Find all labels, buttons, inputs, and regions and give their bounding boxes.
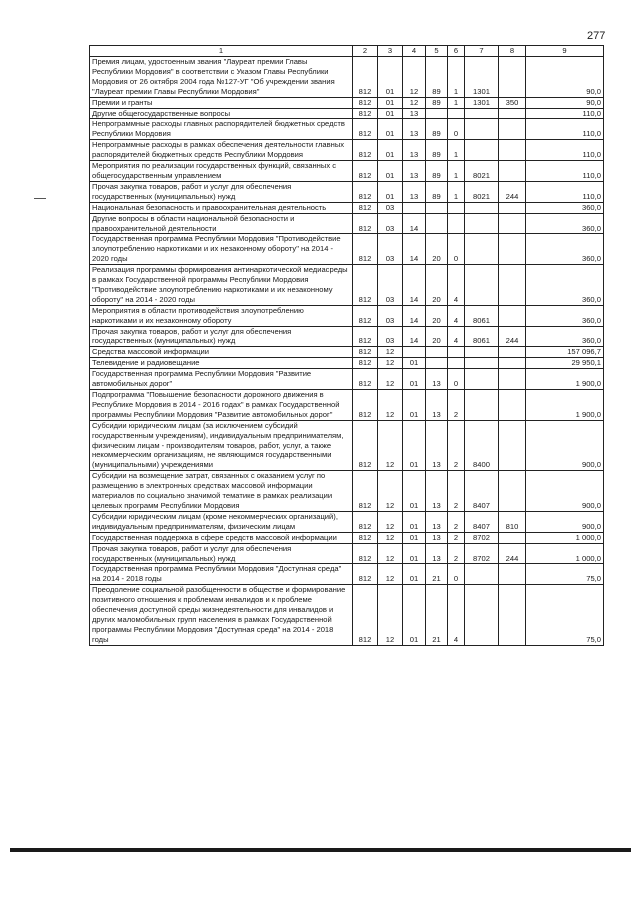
subsection-code-cell — [403, 202, 426, 213]
target-article-cell: 8702 — [465, 532, 499, 543]
section-code-cell: 12 — [378, 564, 403, 585]
subprogram-code-cell — [448, 202, 465, 213]
subsection-code-cell: 14 — [403, 265, 426, 306]
program-code-cell: 13 — [426, 543, 448, 564]
subprogram-code-cell: 0 — [448, 369, 465, 390]
row-name-cell: Мероприятия по реализации государственных функций, связанных с общегосударственным управлением — [90, 161, 353, 182]
subsection-code-cell: 01 — [403, 420, 426, 471]
amount-cell: 360,0 — [526, 265, 604, 306]
row-name-cell: Государственная поддержка в сфере средств массовой информации — [90, 532, 353, 543]
subsection-code-cell: 13 — [403, 181, 426, 202]
header-cell: 4 — [403, 46, 426, 57]
subsection-code-cell: 01 — [403, 471, 426, 512]
table-row — [90, 420, 604, 471]
amount-cell: 1 900,0 — [526, 369, 604, 390]
target-article-cell: 8407 — [465, 471, 499, 512]
ministry-code-cell: 812 — [353, 543, 378, 564]
amount-cell: 157 096,7 — [526, 347, 604, 358]
budget-table — [89, 45, 604, 646]
amount-cell: 900,0 — [526, 511, 604, 532]
program-code-cell: 20 — [426, 326, 448, 347]
expense-type-cell: 244 — [499, 181, 526, 202]
expense-type-cell — [499, 161, 526, 182]
row-name-cell: Преодоление социальной разобщенности в обществе и формирование позитивного отношения к проблемам инвалидов и к проблеме обеспечения доступной среды жизнедеятельности для инвалидов и других маломобильных групп населения в рамках Государственной программы Республики Мордовия "Доступная среда" на 2014 - 2018 годы — [90, 585, 353, 645]
subprogram-code-cell: 1 — [448, 181, 465, 202]
subsection-code-cell: 14 — [403, 234, 426, 265]
table-body — [90, 57, 604, 646]
table-row — [90, 202, 604, 213]
expense-type-cell — [499, 305, 526, 326]
row-name-cell: Премии и гранты — [90, 97, 353, 108]
program-code-cell: 21 — [426, 564, 448, 585]
row-name-cell: Непрограммные расходы главных распорядителей бюджетных средств Республики Мордовия — [90, 119, 353, 140]
section-code-cell: 03 — [378, 213, 403, 234]
table-row — [90, 305, 604, 326]
expense-type-cell: 244 — [499, 326, 526, 347]
program-code-cell — [426, 358, 448, 369]
amount-cell: 110,0 — [526, 181, 604, 202]
subprogram-code-cell: 4 — [448, 305, 465, 326]
amount-cell: 900,0 — [526, 420, 604, 471]
subprogram-code-cell — [448, 213, 465, 234]
table-row — [90, 213, 604, 234]
program-code-cell: 13 — [426, 369, 448, 390]
program-code-cell: 89 — [426, 57, 448, 98]
target-article-cell: 8407 — [465, 511, 499, 532]
table-row — [90, 97, 604, 108]
table-row — [90, 390, 604, 421]
row-name-cell: Субсидии юридическим лицам (за исключением субсидий государственным учреждениям), индивидуальным предпринимателям, физическим лицам - производителям товаров, работ, услуг, а также некоммерческим организациям, не являющимся государственными (муниципальными) учреждениями — [90, 420, 353, 471]
row-name-cell: Реализация программы формирования антинаркотической медиасреды в рамках Государственной программы Республики Мордовия "Противодействие злоупотреблению наркотиками и их незаконному обороту" на 2014 - 2020 годы — [90, 265, 353, 306]
subprogram-code-cell — [448, 358, 465, 369]
subprogram-code-cell: 2 — [448, 420, 465, 471]
row-name-cell: Непрограммные расходы в рамках обеспечения деятельности главных распорядителей бюджетных средств Республики Мордовия — [90, 140, 353, 161]
target-article-cell — [465, 234, 499, 265]
section-code-cell: 01 — [378, 119, 403, 140]
amount-cell: 1 000,0 — [526, 532, 604, 543]
ministry-code-cell: 812 — [353, 471, 378, 512]
subsection-code-cell: 14 — [403, 305, 426, 326]
table-row — [90, 511, 604, 532]
amount-cell: 1 900,0 — [526, 390, 604, 421]
expense-type-cell — [499, 119, 526, 140]
target-article-cell: 8702 — [465, 543, 499, 564]
expense-type-cell — [499, 213, 526, 234]
section-code-cell: 12 — [378, 369, 403, 390]
header-cell: 9 — [526, 46, 604, 57]
expense-type-cell: 810 — [499, 511, 526, 532]
subsection-code-cell: 13 — [403, 140, 426, 161]
header-cell: 7 — [465, 46, 499, 57]
program-code-cell: 13 — [426, 471, 448, 512]
ministry-code-cell: 812 — [353, 420, 378, 471]
target-article-cell — [465, 347, 499, 358]
ministry-code-cell: 812 — [353, 57, 378, 98]
subsection-code-cell: 01 — [403, 369, 426, 390]
program-code-cell: 20 — [426, 265, 448, 306]
section-code-cell: 01 — [378, 97, 403, 108]
target-article-cell: 8061 — [465, 305, 499, 326]
target-article-cell: 1301 — [465, 97, 499, 108]
program-code-cell — [426, 347, 448, 358]
expense-type-cell — [499, 420, 526, 471]
section-code-cell: 01 — [378, 108, 403, 119]
row-name-cell: Национальная безопасность и правоохранительная деятельность — [90, 202, 353, 213]
row-name-cell: Прочая закупка товаров, работ и услуг для обеспечения государственных (муниципальных) нужд — [90, 181, 353, 202]
subprogram-code-cell: 1 — [448, 161, 465, 182]
amount-cell: 110,0 — [526, 140, 604, 161]
table-row — [90, 564, 604, 585]
program-code-cell: 89 — [426, 161, 448, 182]
expense-type-cell: 350 — [499, 97, 526, 108]
expense-type-cell — [499, 108, 526, 119]
program-code-cell: 20 — [426, 305, 448, 326]
target-article-cell: 8021 — [465, 181, 499, 202]
subsection-code-cell: 13 — [403, 108, 426, 119]
amount-cell: 110,0 — [526, 161, 604, 182]
row-name-cell: Государственная программа Республики Мордовия "Противодействие злоупотреблению наркотиками и их незаконному обороту" на 2014 - 2020 годы — [90, 234, 353, 265]
amount-cell: 29 950,1 — [526, 358, 604, 369]
section-code-cell: 12 — [378, 347, 403, 358]
amount-cell: 360,0 — [526, 213, 604, 234]
section-code-cell: 12 — [378, 358, 403, 369]
table-row — [90, 543, 604, 564]
subprogram-code-cell — [448, 347, 465, 358]
subsection-code-cell: 01 — [403, 543, 426, 564]
subsection-code-cell: 14 — [403, 213, 426, 234]
expense-type-cell — [499, 369, 526, 390]
expense-type-cell — [499, 390, 526, 421]
ministry-code-cell: 812 — [353, 265, 378, 306]
subprogram-code-cell: 0 — [448, 564, 465, 585]
ministry-code-cell: 812 — [353, 511, 378, 532]
target-article-cell — [465, 369, 499, 390]
section-code-cell: 03 — [378, 202, 403, 213]
expense-type-cell — [499, 347, 526, 358]
row-name-cell: Премия лицам, удостоенным звания "Лауреат премии Главы Республики Мордовия" в соответствии с Указом Главы Республики Мордовия от 26 октября 2004 года №127-УГ "Об учреждении звания "Лауреат премии Главы Республики Мордовия" — [90, 57, 353, 98]
ministry-code-cell: 812 — [353, 532, 378, 543]
table-row — [90, 471, 604, 512]
table-row — [90, 265, 604, 306]
subprogram-code-cell: 0 — [448, 234, 465, 265]
amount-cell: 360,0 — [526, 202, 604, 213]
table-row — [90, 532, 604, 543]
program-code-cell: 13 — [426, 532, 448, 543]
program-code-cell: 20 — [426, 234, 448, 265]
subsection-code-cell — [403, 347, 426, 358]
subsection-code-cell: 01 — [403, 390, 426, 421]
expense-type-cell — [499, 585, 526, 645]
section-code-cell: 01 — [378, 161, 403, 182]
bottom-rule — [10, 848, 631, 852]
target-article-cell — [465, 140, 499, 161]
target-article-cell — [465, 202, 499, 213]
amount-cell: 900,0 — [526, 471, 604, 512]
subprogram-code-cell: 0 — [448, 119, 465, 140]
subsection-code-cell: 12 — [403, 57, 426, 98]
target-article-cell — [465, 585, 499, 645]
ministry-code-cell: 812 — [353, 140, 378, 161]
expense-type-cell — [499, 234, 526, 265]
ministry-code-cell: 812 — [353, 97, 378, 108]
ministry-code-cell: 812 — [353, 358, 378, 369]
subprogram-code-cell — [448, 108, 465, 119]
section-code-cell: 01 — [378, 140, 403, 161]
program-code-cell: 89 — [426, 140, 448, 161]
section-code-cell: 12 — [378, 585, 403, 645]
amount-cell: 110,0 — [526, 108, 604, 119]
ministry-code-cell: 812 — [353, 234, 378, 265]
row-name-cell: Субсидии на возмещение затрат, связанных с оказанием услуг по размещению в электронных средствах массовой информации материалов по социально значимой тематике в рамках реализации целевых программ Республики Мордовия — [90, 471, 353, 512]
subprogram-code-cell: 4 — [448, 585, 465, 645]
subsection-code-cell: 01 — [403, 564, 426, 585]
amount-cell: 1 000,0 — [526, 543, 604, 564]
table-row — [90, 369, 604, 390]
row-name-cell: Подпрограмма "Повышение безопасности дорожного движения в Республике Мордовия в 2014 - 2016 годах" в рамках Государственной программы Республики Мордовия "Развитие автомобильных дорог" — [90, 390, 353, 421]
program-code-cell: 13 — [426, 390, 448, 421]
header-cell: 3 — [378, 46, 403, 57]
header-cell: 2 — [353, 46, 378, 57]
table-row — [90, 108, 604, 119]
ministry-code-cell: 812 — [353, 305, 378, 326]
target-article-cell — [465, 213, 499, 234]
row-name-cell: Прочая закупка товаров, работ и услуг для обеспечения государственных (муниципальных) нужд — [90, 326, 353, 347]
ministry-code-cell: 812 — [353, 119, 378, 140]
table-row — [90, 585, 604, 645]
subsection-code-cell: 14 — [403, 326, 426, 347]
table-header-row — [90, 46, 604, 57]
ministry-code-cell: 812 — [353, 585, 378, 645]
program-code-cell — [426, 213, 448, 234]
row-name-cell: Другие вопросы в области национальной безопасности и правоохранительной деятельности — [90, 213, 353, 234]
program-code-cell — [426, 108, 448, 119]
subsection-code-cell: 01 — [403, 511, 426, 532]
subsection-code-cell: 13 — [403, 161, 426, 182]
subprogram-code-cell: 4 — [448, 265, 465, 306]
section-code-cell: 03 — [378, 326, 403, 347]
subprogram-code-cell: 2 — [448, 511, 465, 532]
program-code-cell — [426, 202, 448, 213]
row-name-cell: Мероприятия в области противодействия злоупотреблению наркотиками и их незаконному обороту — [90, 305, 353, 326]
subsection-code-cell: 13 — [403, 119, 426, 140]
ministry-code-cell: 812 — [353, 202, 378, 213]
table-row — [90, 234, 604, 265]
target-article-cell — [465, 119, 499, 140]
subprogram-code-cell: 1 — [448, 140, 465, 161]
target-article-cell — [465, 265, 499, 306]
subprogram-code-cell: 2 — [448, 471, 465, 512]
subprogram-code-cell: 2 — [448, 532, 465, 543]
row-name-cell: Субсидии юридическим лицам (кроме некоммерческих организаций), индивидуальным предпринимателям, физическим лицам — [90, 511, 353, 532]
subprogram-code-cell: 2 — [448, 543, 465, 564]
section-code-cell: 12 — [378, 390, 403, 421]
row-name-cell: Государственная программа Республики Мордовия "Развитие автомобильных дорог" — [90, 369, 353, 390]
ministry-code-cell: 812 — [353, 326, 378, 347]
expense-type-cell — [499, 471, 526, 512]
table-row — [90, 161, 604, 182]
ministry-code-cell: 812 — [353, 369, 378, 390]
subprogram-code-cell: 4 — [448, 326, 465, 347]
table-row — [90, 119, 604, 140]
program-code-cell: 13 — [426, 511, 448, 532]
expense-type-cell — [499, 202, 526, 213]
amount-cell: 110,0 — [526, 119, 604, 140]
page-number: 277 — [587, 30, 606, 42]
ministry-code-cell: 812 — [353, 108, 378, 119]
section-code-cell: 01 — [378, 181, 403, 202]
target-article-cell — [465, 108, 499, 119]
row-name-cell: Другие общегосударственные вопросы — [90, 108, 353, 119]
section-code-cell: 03 — [378, 305, 403, 326]
ministry-code-cell: 812 — [353, 161, 378, 182]
amount-cell: 90,0 — [526, 57, 604, 98]
target-article-cell: 8061 — [465, 326, 499, 347]
table-row — [90, 57, 604, 98]
amount-cell: 75,0 — [526, 585, 604, 645]
ministry-code-cell: 812 — [353, 564, 378, 585]
row-name-cell: Прочая закупка товаров, работ и услуг для обеспечения государственных (муниципальных) нужд — [90, 543, 353, 564]
expense-type-cell — [499, 140, 526, 161]
amount-cell: 90,0 — [526, 97, 604, 108]
subprogram-code-cell: 1 — [448, 57, 465, 98]
section-code-cell: 12 — [378, 511, 403, 532]
row-name-cell: Средства массовой информации — [90, 347, 353, 358]
expense-type-cell: 244 — [499, 543, 526, 564]
section-code-cell: 12 — [378, 532, 403, 543]
table-row — [90, 326, 604, 347]
subprogram-code-cell: 2 — [448, 390, 465, 421]
target-article-cell: 8400 — [465, 420, 499, 471]
amount-cell: 360,0 — [526, 326, 604, 347]
ministry-code-cell: 812 — [353, 213, 378, 234]
section-code-cell: 03 — [378, 265, 403, 306]
subsection-code-cell: 01 — [403, 358, 426, 369]
section-code-cell: 12 — [378, 420, 403, 471]
program-code-cell: 21 — [426, 585, 448, 645]
section-code-cell: 01 — [378, 57, 403, 98]
header-cell: 5 — [426, 46, 448, 57]
margin-mark — [34, 198, 46, 199]
row-name-cell: Государственная программа Республики Мордовия "Доступная среда" на 2014 - 2018 годы — [90, 564, 353, 585]
amount-cell: 75,0 — [526, 564, 604, 585]
expense-type-cell — [499, 564, 526, 585]
target-article-cell — [465, 564, 499, 585]
amount-cell: 360,0 — [526, 234, 604, 265]
ministry-code-cell: 812 — [353, 390, 378, 421]
subsection-code-cell: 12 — [403, 97, 426, 108]
ministry-code-cell: 812 — [353, 347, 378, 358]
program-code-cell: 89 — [426, 97, 448, 108]
expense-type-cell — [499, 532, 526, 543]
subsection-code-cell: 01 — [403, 585, 426, 645]
ministry-code-cell: 812 — [353, 181, 378, 202]
program-code-cell: 13 — [426, 420, 448, 471]
row-name-cell: Телевидение и радиовещание — [90, 358, 353, 369]
expense-type-cell — [499, 358, 526, 369]
target-article-cell — [465, 358, 499, 369]
target-article-cell — [465, 390, 499, 421]
subprogram-code-cell: 1 — [448, 97, 465, 108]
target-article-cell: 8021 — [465, 161, 499, 182]
table-row — [90, 140, 604, 161]
section-code-cell: 03 — [378, 234, 403, 265]
amount-cell: 360,0 — [526, 305, 604, 326]
program-code-cell: 89 — [426, 119, 448, 140]
expense-type-cell — [499, 265, 526, 306]
section-code-cell: 12 — [378, 543, 403, 564]
table-row — [90, 358, 604, 369]
table-row — [90, 181, 604, 202]
target-article-cell: 1301 — [465, 57, 499, 98]
subsection-code-cell: 01 — [403, 532, 426, 543]
program-code-cell: 89 — [426, 181, 448, 202]
header-cell: 8 — [499, 46, 526, 57]
header-cell: 6 — [448, 46, 465, 57]
table-row — [90, 347, 604, 358]
expense-type-cell — [499, 57, 526, 98]
section-code-cell: 12 — [378, 471, 403, 512]
header-cell: 1 — [90, 46, 353, 57]
